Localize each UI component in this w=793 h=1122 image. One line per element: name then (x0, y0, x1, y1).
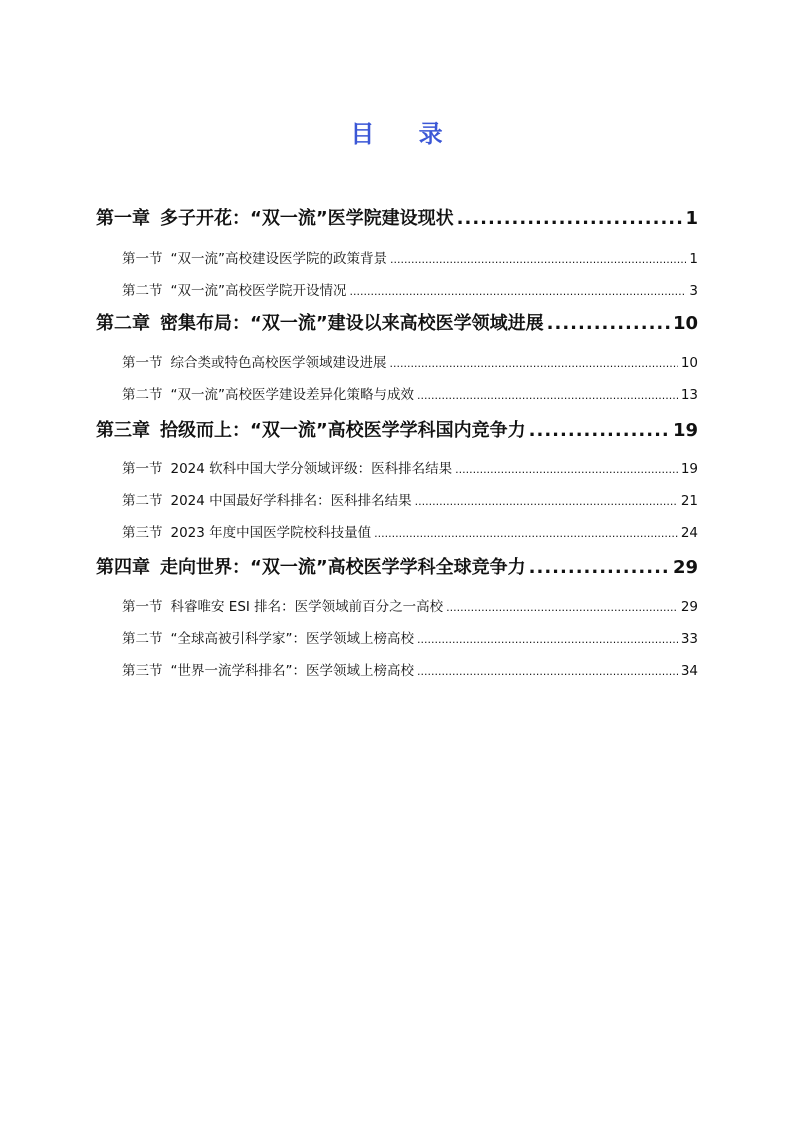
toc-page-number: 1 (689, 251, 698, 267)
dot-leader (350, 281, 687, 302)
toc-page-number: 10 (680, 355, 698, 371)
toc-entry-title: 2024 软科中国大学分领域评级：医科排名结果 (170, 461, 453, 477)
dot-leader (529, 556, 670, 580)
toc-entry-number: 第一章 (96, 208, 150, 229)
toc-section-entry[interactable] (122, 281, 698, 302)
toc-entry-label (122, 353, 387, 373)
toc-entry-title: 综合类或特色高校医学领域建设进展 (170, 355, 387, 371)
dot-leader (415, 491, 678, 512)
toc-entry-title: 密集布局：“双一流”建设以来高校医学领域进展 (160, 313, 544, 334)
toc-section-entry[interactable] (122, 459, 698, 480)
toc-entry-number: 第一节 (122, 355, 163, 371)
toc-entry-number: 第三章 (96, 420, 150, 441)
toc-entry-label (122, 281, 347, 301)
toc-entry-title: 多子开花：“双一流”医学院建设现状 (160, 208, 454, 229)
toc-entry-label (122, 491, 412, 511)
toc-entry-number: 第四章 (96, 557, 150, 578)
dot-leader (457, 207, 683, 231)
toc-chapter-entry[interactable] (96, 207, 698, 231)
dot-leader (455, 459, 678, 480)
toc-entry-number: 第三节 (122, 525, 163, 541)
toc-page-number: 1 (685, 208, 698, 229)
toc-section-entry[interactable] (122, 597, 698, 618)
toc-entry-label (122, 629, 414, 649)
toc-entry-label (122, 459, 452, 479)
toc-section-entry[interactable] (122, 353, 698, 374)
toc-entry-number: 第二节 (122, 493, 163, 509)
toc-page-number: 29 (672, 557, 698, 578)
toc-page-number: 24 (680, 525, 698, 541)
toc-page-number: 34 (680, 663, 698, 679)
toc-entry-title: “全球高被引科学家”：医学领域上榜高校 (170, 631, 414, 647)
toc-page-number: 19 (672, 420, 698, 441)
toc-entry-title: “世界一流学科排名”：医学领域上榜高校 (170, 663, 414, 679)
dot-leader (417, 661, 678, 682)
toc-entry-title: “双一流”高校医学院开设情况 (170, 283, 347, 299)
toc-section-entry[interactable] (122, 249, 698, 270)
toc-entry-number: 第一节 (122, 251, 163, 267)
toc-entry-label (122, 385, 414, 405)
toc-page-number: 29 (680, 599, 698, 615)
toc-entry-label (122, 661, 414, 681)
toc-page-number: 10 (672, 313, 698, 334)
toc-title: 目 录 (350, 120, 461, 148)
toc-chapter-entry[interactable] (96, 556, 698, 580)
toc-entry-number: 第二章 (96, 313, 150, 334)
dot-leader (446, 597, 678, 618)
toc-page-number: 13 (680, 387, 698, 403)
toc-entry-title: 拾级而上：“双一流”高校医学学科国内竞争力 (160, 420, 526, 441)
toc-entry-number: 第一节 (122, 461, 163, 477)
dot-leader (547, 312, 670, 336)
toc-entry-number: 第二节 (122, 283, 163, 299)
toc-entry-label (96, 207, 454, 231)
toc-entry-title: 走向世界：“双一流”高校医学学科全球竞争力 (160, 557, 526, 578)
dot-leader (417, 385, 678, 406)
dot-leader (529, 419, 670, 443)
toc-section-entry[interactable] (122, 629, 698, 650)
toc-entry-label (96, 419, 526, 443)
toc-entry-title: 2023 年度中国医学院校科技量值 (170, 525, 372, 541)
toc-section-entry[interactable] (122, 491, 698, 512)
dot-leader (374, 523, 678, 544)
toc-entry-title: “双一流”高校医学建设差异化策略与成效 (170, 387, 414, 403)
dot-leader (390, 249, 686, 270)
toc-entry-number: 第一节 (122, 599, 163, 615)
dot-leader (417, 629, 678, 650)
toc-entry-number: 第二节 (122, 631, 163, 647)
toc-section-entry[interactable] (122, 661, 698, 682)
toc-entry-label (96, 556, 526, 580)
toc-chapter-entry[interactable] (96, 419, 698, 443)
toc-entry-number: 第三节 (122, 663, 163, 679)
toc-page-number: 19 (680, 461, 698, 477)
dot-leader (390, 353, 678, 374)
toc-entry-number: 第二节 (122, 387, 163, 403)
toc-section-entry[interactable] (122, 385, 698, 406)
toc-entry-title: 科睿唯安 ESI 排名：医学领域前百分之一高校 (170, 599, 444, 615)
toc-section-entry[interactable] (122, 523, 698, 544)
toc-chapter-entry[interactable] (96, 312, 698, 336)
toc-page-number: 33 (680, 631, 698, 647)
toc-entry-title: 2024 中国最好学科排名：医科排名结果 (170, 493, 412, 509)
toc-entry-label (96, 312, 544, 336)
toc-page-number: 3 (689, 283, 698, 299)
toc-page-number: 21 (680, 493, 698, 509)
toc-entry-label (122, 597, 443, 617)
toc-entry-label (122, 249, 387, 269)
toc-entry-label (122, 523, 371, 543)
toc-entry-title: “双一流”高校建设医学院的政策背景 (170, 251, 387, 267)
